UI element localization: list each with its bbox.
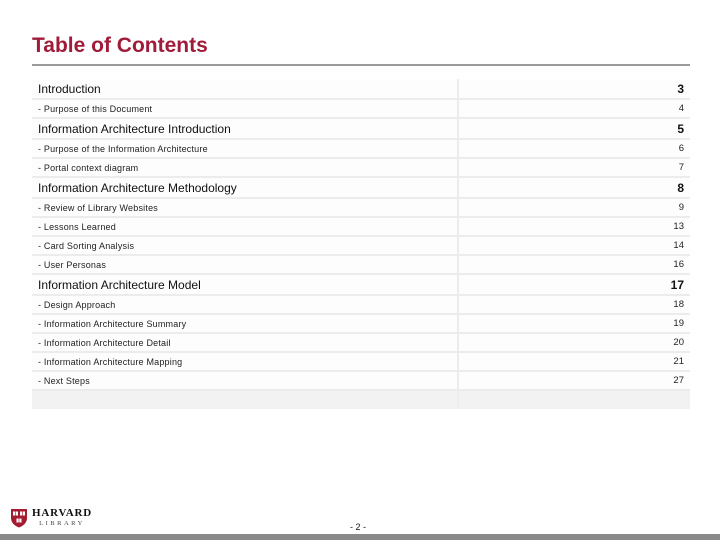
toc-row xyxy=(32,140,690,159)
toc-row xyxy=(32,296,690,315)
toc-entry-page: 27 xyxy=(459,372,690,389)
toc-entry-page: 7 xyxy=(459,159,690,176)
logo-subtitle: LIBRARY xyxy=(39,520,85,528)
toc-row xyxy=(32,256,690,275)
toc-entry-label: Information Architecture Model xyxy=(32,275,457,294)
toc-row xyxy=(32,334,690,353)
toc-entry-page: 21 xyxy=(459,353,690,370)
toc-entry-label: - User Personas xyxy=(32,256,457,273)
toc-entry-label: - Review of Library Websites xyxy=(32,199,457,216)
empty-cell xyxy=(32,391,457,409)
toc-entry-label: Introduction xyxy=(32,79,457,98)
toc-entry-label: Information Architecture Methodology xyxy=(32,178,457,197)
toc-entry-label: Information Architecture Introduction xyxy=(32,119,457,138)
toc-entry-label: - Portal context diagram xyxy=(32,159,457,176)
toc-entry-page: 13 xyxy=(459,218,690,235)
toc-entry-page: 18 xyxy=(459,296,690,313)
toc-entry-page: 20 xyxy=(459,334,690,351)
toc-row xyxy=(32,353,690,372)
toc-row xyxy=(32,159,690,178)
toc-row xyxy=(32,100,690,119)
toc-entry-page: 6 xyxy=(459,140,690,157)
shield-icon xyxy=(10,508,28,528)
toc-row xyxy=(32,275,690,296)
toc-entry-label: - Information Architecture Summary xyxy=(32,315,457,332)
toc-entry-page: 8 xyxy=(459,178,690,197)
toc-row xyxy=(32,372,690,391)
toc-entry-label: - Next Steps xyxy=(32,372,457,389)
toc-empty-row xyxy=(32,391,690,409)
toc-row xyxy=(32,218,690,237)
logo-name: HARVARD xyxy=(32,507,93,520)
empty-cell xyxy=(459,391,690,409)
toc-entry-page: 4 xyxy=(459,100,690,117)
toc-entry-page: 5 xyxy=(459,119,690,138)
toc-row xyxy=(32,199,690,218)
toc-entry-page: 19 xyxy=(459,315,690,332)
toc-row xyxy=(32,79,690,100)
toc-entry-page: 14 xyxy=(459,237,690,254)
toc-entry-label: - Information Architecture Detail xyxy=(32,334,457,351)
toc-entry-page: 16 xyxy=(459,256,690,273)
footer-bar xyxy=(0,534,720,540)
page-number: - 2 - xyxy=(350,522,367,532)
toc-entry-page: 3 xyxy=(459,79,690,98)
toc-row xyxy=(32,315,690,334)
toc-entry-label: - Design Approach xyxy=(32,296,457,313)
toc-row xyxy=(32,119,690,140)
toc-entry-page: 9 xyxy=(459,199,690,216)
page-title: Table of Contents xyxy=(32,34,208,57)
toc-entry-label: - Purpose of the Information Architecture xyxy=(32,140,457,157)
toc-entry-label: - Purpose of this Document xyxy=(32,100,457,117)
toc-entry-label: - Information Architecture Mapping xyxy=(32,353,457,370)
title-divider xyxy=(32,64,690,66)
toc-row xyxy=(32,178,690,199)
toc-row xyxy=(32,237,690,256)
toc-entry-label: - Lessons Learned xyxy=(32,218,457,235)
toc-entry-page: 17 xyxy=(459,275,690,294)
harvard-library-logo xyxy=(10,508,92,528)
toc-table xyxy=(32,79,690,409)
toc-entry-label: - Card Sorting Analysis xyxy=(32,237,457,254)
logo-wordmark xyxy=(32,508,92,528)
